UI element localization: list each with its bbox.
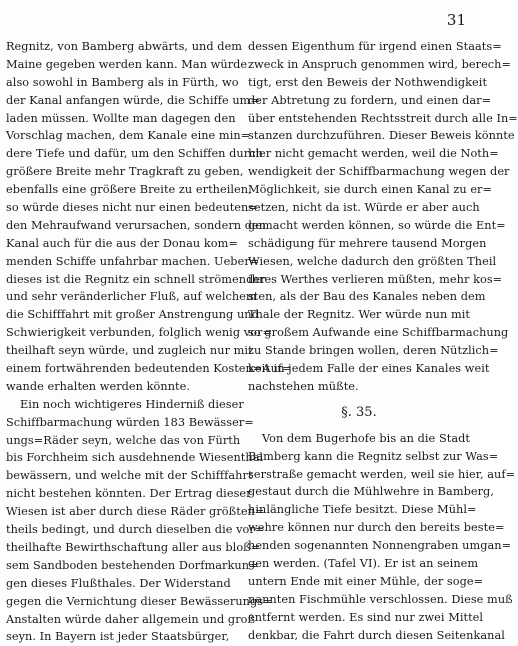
text-line: gestaut durch die Mühlwehre in Bamberg, bbox=[248, 485, 494, 499]
text-line: gen werden. (Tafel VI). Er ist an seinem bbox=[248, 557, 479, 571]
text-line: ihres Werthes verlieren müßten, mehr kos= bbox=[248, 272, 503, 286]
text-line: zweck in Anspruch genommen wird, berech= bbox=[248, 57, 512, 71]
text-line: so großem Aufwande eine Schiffbarmachung bbox=[248, 326, 509, 340]
text-line: gegen die Vernichtung dieser Bewässerungs= bbox=[6, 594, 273, 608]
text-line: hier nicht gemacht werden, weil die Noth= bbox=[248, 147, 499, 161]
text-line: Bamberg kann die Regnitz selbst zur Was= bbox=[248, 449, 499, 463]
text-line: serstraße gemacht werden, weil sie hier, auf= bbox=[248, 467, 516, 481]
text-line: Schwierigkeit verbunden, folglich wenig vor= bbox=[6, 326, 273, 340]
text-line: der Abtretung zu fordern, und einen dar= bbox=[248, 93, 492, 107]
right-column-upper-text bbox=[248, 38, 518, 396]
text-line: sten, als der Bau des Kanales neben dem bbox=[248, 290, 486, 304]
text-line: gemacht werden können, so würde die Ent= bbox=[248, 218, 506, 232]
text-line: dessen Eigenthum für irgend einen Staats= bbox=[248, 40, 502, 53]
text-line: theilhaft seyn würde, und zugleich nur mit bbox=[6, 344, 253, 358]
text-line: stanzen durchzuführen. Dieser Beweis könnte bbox=[248, 129, 515, 143]
text-line: der Kanal anfangen würde, die Schiffe um= bbox=[6, 93, 260, 107]
text-line: Kanal auch für die aus der Donau kom= bbox=[6, 236, 238, 250]
text-line: Von dem Bugerhofe bis an die Stadt bbox=[262, 431, 470, 445]
text-line: also sowohl in Bamberg als in Fürth, wo bbox=[6, 75, 239, 89]
text-line: keit in jedem Falle der eines Kanales weit bbox=[248, 362, 490, 376]
text-line: ebenfalls eine größere Breite zu ertheilen, bbox=[6, 183, 252, 197]
text-line: Wiesen ist aber durch diese Räder größten= bbox=[6, 505, 265, 519]
text-line: Vorschlag machen, dem Kanale eine min= bbox=[6, 129, 251, 143]
text-line: henden sogenannten Nonnengraben umgan= bbox=[248, 539, 512, 553]
text-line: theils bedingt, und durch dieselben die vor= bbox=[6, 523, 265, 537]
text-line: gen dieses Flußthales. Der Widerstand bbox=[6, 576, 231, 590]
text-line: entfernt werden. Es sind nur zwei Mittel bbox=[248, 610, 484, 624]
text-line: Anstalten würde daher allgemein und groß bbox=[6, 612, 256, 626]
text-line: die Schifffahrt mit großer Anstrengung und bbox=[6, 308, 259, 322]
text-line: Wiesen, welche dadurch den größten Theil bbox=[248, 254, 497, 268]
text-line: Thale der Regnitz. Wer würde nun mit bbox=[248, 308, 470, 322]
text-line: dere Tiefe und dafür, um den Schiffen durch bbox=[6, 147, 263, 161]
text-line: schädigung für mehrere tausend Morgen bbox=[248, 236, 487, 250]
text-line: dieses ist die Regnitz ein schnell strömender bbox=[6, 272, 266, 286]
text-line: Ein noch wichtigeres Hinderniß dieser bbox=[20, 397, 244, 411]
text-line: setzen, nicht da ist. Würde er aber auch bbox=[248, 201, 480, 215]
section-heading: §. 35. bbox=[341, 404, 377, 420]
right-column-lower-text bbox=[248, 430, 516, 645]
text-line: bis Forchheim sich ausdehnende Wiesenthal bbox=[6, 451, 264, 465]
text-line: ungs=Räder seyn, welche das von Fürth bbox=[6, 433, 241, 447]
text-line: zu Stande bringen wollen, deren Nützlich= bbox=[248, 344, 499, 358]
text-line: bewässern, und welche mit der Schifffahrt bbox=[6, 469, 253, 483]
text-line: hinlängliche Tiefe besitzt. Diese Mühl= bbox=[248, 503, 477, 517]
text-line: Regnitz, von Bamberg abwärts, und dem bbox=[6, 40, 243, 53]
text-line: Schiffbarmachung würden 183 Bewässer= bbox=[6, 415, 254, 429]
text-line: so würde dieses nicht nur einen bedeuten= bbox=[6, 201, 258, 215]
text-line: wehre können nur durch den bereits beste= bbox=[248, 521, 505, 535]
text-line: tigt, erst den Beweis der Nothwendigkeit bbox=[248, 75, 488, 89]
text-line: denkbar, die Fahrt durch diesen Seitenkanal bbox=[248, 628, 505, 642]
text-line: menden Schiffe unfahrbar machen. Ueber= bbox=[6, 254, 260, 268]
text-line: wendigkeit der Schiffbarmachung wegen der bbox=[248, 165, 510, 179]
text-line: wande erhalten werden könnte. bbox=[6, 379, 190, 393]
left-text-column bbox=[6, 38, 292, 646]
text-line: theilhafte Bewirthschaftung aller aus bloß= bbox=[6, 540, 261, 554]
text-line: untern Ende mit einer Mühle, der soge= bbox=[248, 574, 484, 588]
text-line: Maine gegeben werden kann. Man würde bbox=[6, 57, 248, 71]
text-line: über entstehenden Rechtsstreit durch alle In= bbox=[248, 111, 518, 125]
text-line: nicht bestehen könnten. Der Ertrag dieser bbox=[6, 487, 252, 501]
text-line: und sehr veränderlicher Fluß, auf welchem bbox=[6, 290, 257, 304]
text-line: den Mehraufwand verursachen, sondern den bbox=[6, 218, 267, 232]
right-text-column bbox=[248, 38, 518, 645]
text-line: nachstehen müßte. bbox=[248, 379, 359, 393]
text-line: laden müssen. Wollte man dagegen den bbox=[6, 111, 236, 125]
text-line: einem fortwährenden bedeutenden Kosten=Auf= bbox=[6, 362, 292, 376]
text-line: nannten Fischmühle verschlossen. Diese muß bbox=[248, 592, 513, 606]
text-line: seyn. In Bayern ist jeder Staatsbürger, bbox=[6, 630, 230, 644]
page-number: 31 bbox=[446, 11, 466, 29]
text-line: Möglichkeit, sie durch einen Kanal zu er= bbox=[248, 183, 493, 197]
text-line: sem Sandboden bestehenden Dorfmarkun= bbox=[6, 558, 259, 572]
text-line: größere Breite mehr Tragkraft zu geben, bbox=[6, 165, 244, 179]
